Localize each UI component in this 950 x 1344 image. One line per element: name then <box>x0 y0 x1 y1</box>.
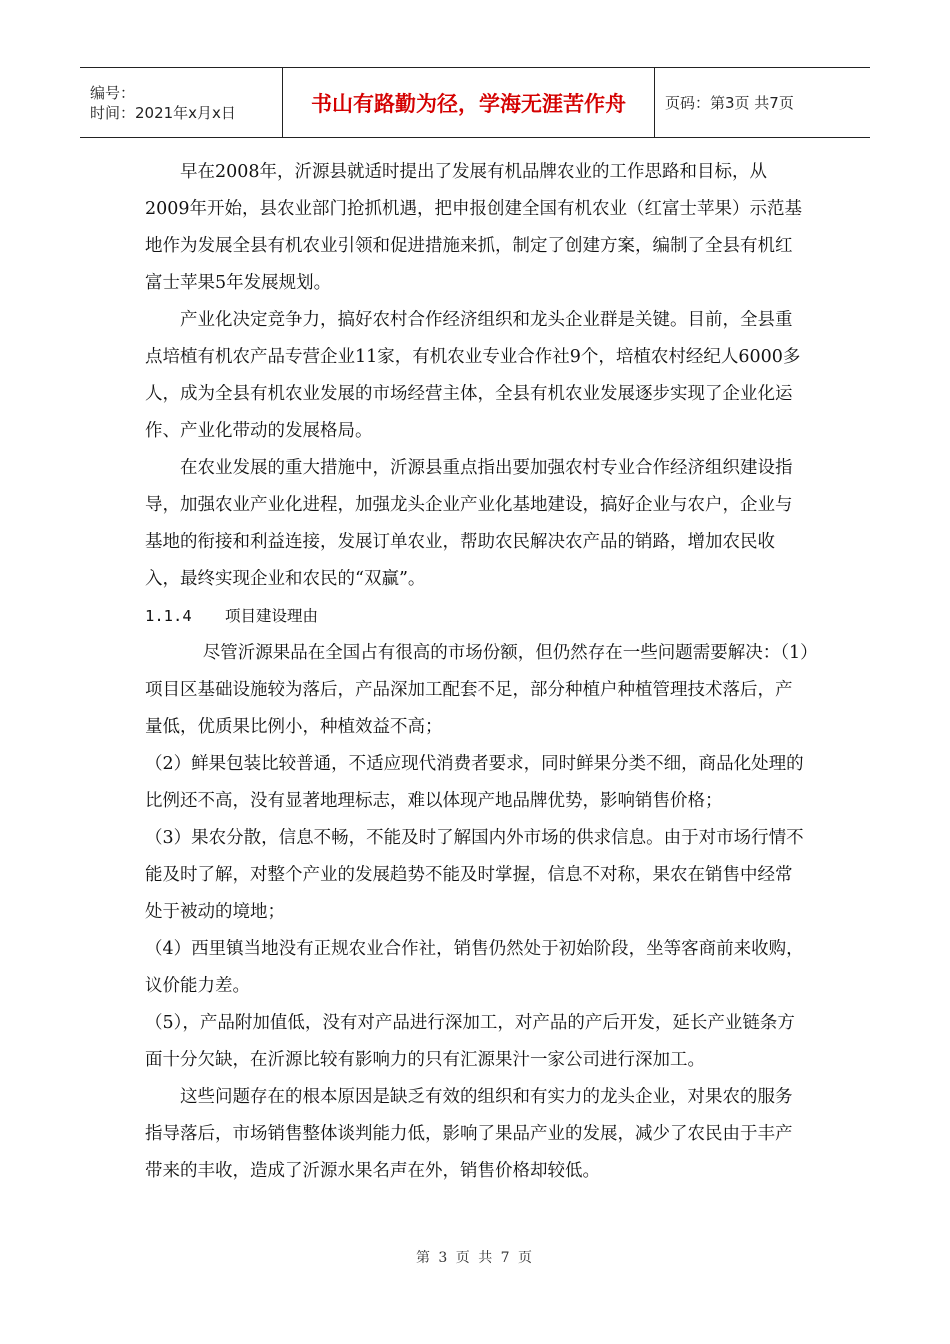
paragraph: 早在2008年，沂源县就适时提出了发展有机品牌农业的工作思路和目标，从2009年开始，县农业部门抢抓机遇，把申报创建全国有机农业（红富士苹果）示范基地作为发展全县有机农业引领和促进措施来抓，制定了创建方案，编制了全县有机红富士苹果5年发展规划。 <box>145 162 803 293</box>
section-title: 项目建设理由 <box>225 607 319 625</box>
section-number: 1.1.4 <box>145 607 192 625</box>
document-body <box>145 154 809 1190</box>
conclusion-paragraph: 这些问题存在的根本原因是缺乏有效的组织和有实力的龙头企业，对果农的服务指导落后，市场销售整体谈判能力低，影响了果品产业的发展，减少了农民由于丰产带来的丰收，造成了沂源水果名声在外，销售价格却较低。 <box>145 1087 793 1181</box>
issue-item: （3）果农分散，信息不畅，不能及时了解国内外市场的供求信息。由于对市场行情不能及时了解，对整个产业的发展趋势不能及时掌握，信息不对称，果农在销售中经常处于被动的境地； <box>145 828 804 922</box>
intro-paragraph: 尽管沂源果品在全国占有很高的市场份额，但仍然存在一些问题需要解决：（1）项目区基础设施较为落后，产品深加工配套不足，部分种植户种植管理技术落后，产量低，优质果比例小，种植效益不高； <box>145 643 809 737</box>
date-label: 时间：2021年x月x日 <box>90 103 236 122</box>
paragraph: 产业化决定竞争力，搞好农村合作经济组织和龙头企业群是关键。目前，全县重点培植有机农产品专营企业11家，有机农业专业合作社9个，培植农村经纪人6000多人，成为全县有机农业发展的市场经营主体，全县有机农业发展逐步实现了企业化运作、产业化带动的发展格局。 <box>145 310 801 441</box>
paragraph: 在农业发展的重大措施中，沂源县重点指出要加强农村专业合作经济组织建设指导，加强农业产业化进程，加强龙头企业产业化基地建设，搞好企业与农户，企业与基地的衔接和利益连接，发展订单农业，帮助农民解决农产品的销路，增加农民收入，最终实现企业和农民的“双赢”。 <box>145 458 793 589</box>
document-header <box>80 67 870 138</box>
issue-item: （4）西里镇当地没有正规农业合作社，销售仍然处于初始阶段，坐等客商前来收购，议价能力差。 <box>145 939 804 996</box>
page-footer: 第 3 页 共 7 页 <box>415 1250 535 1266</box>
header-page-info: 页码：第3页 共7页 <box>665 94 794 112</box>
issue-item: （5），产品附加值低，没有对产品进行深加工，对产品的产后开发，延长产业链条方面十分欠缺，在沂源比较有影响力的只有汇源果汁一家公司进行深加工。 <box>145 1013 795 1070</box>
section-heading <box>145 598 809 635</box>
header-motto: 书山有路勤为径，学海无涯苦作舟 <box>282 68 655 137</box>
header-left-cell <box>80 68 282 137</box>
issue-item: （2）鲜果包装比较普通，不适应现代消费者要求，同时鲜果分类不细，商品化处理的比例还不高，没有显著地理标志，难以体现产地品牌优势，影响销售价格； <box>145 754 804 811</box>
serial-label: 编号： <box>90 83 136 102</box>
